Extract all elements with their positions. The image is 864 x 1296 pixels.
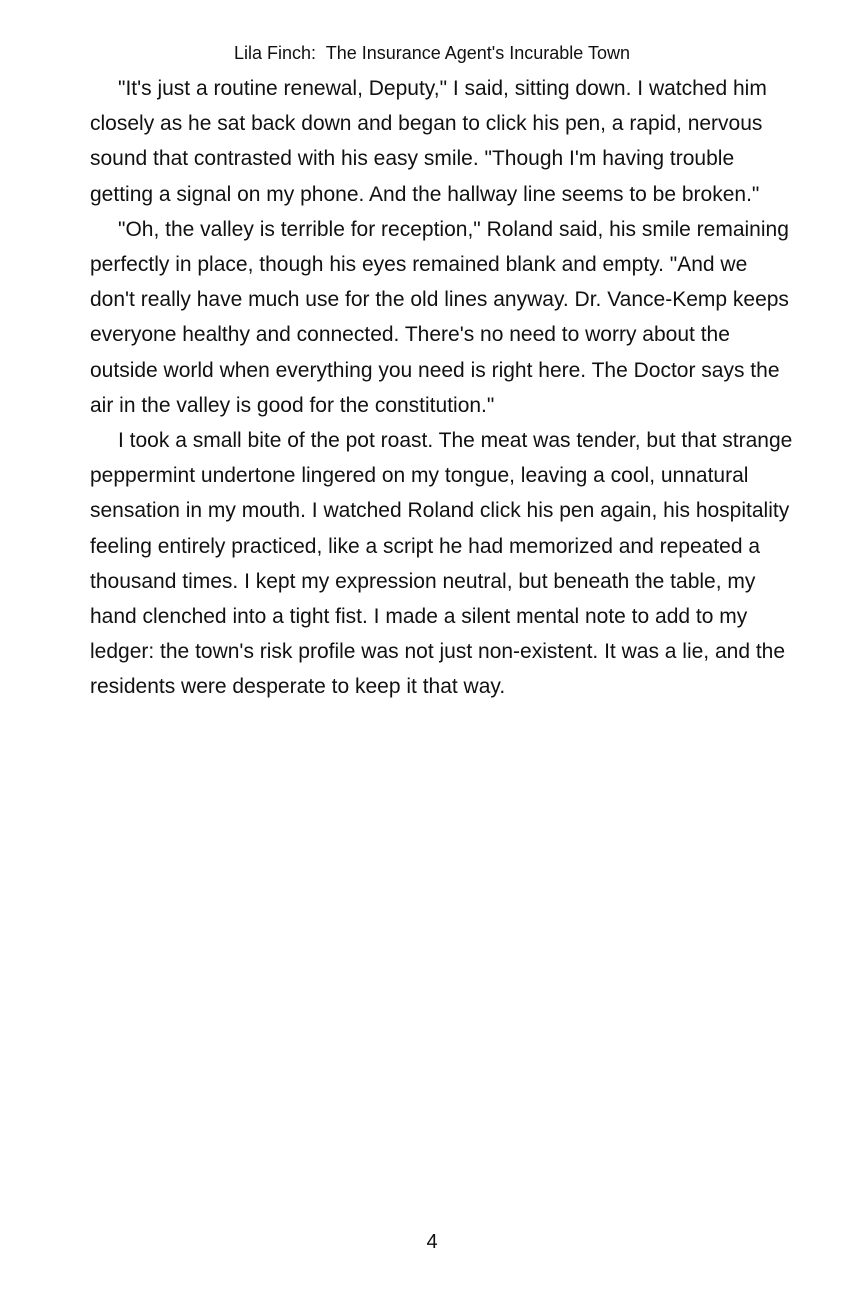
paragraph: I took a small bite of the pot roast. The meat was tender, but that strange peppermint undertone lingered on my tongue, leaving a cool, unnatural sensation in my mouth. I watched Roland click his pen again, his hospitality feeling entirely practiced, like a script he had memorized and repeated a thousand times. I kept my expression neutral, but beneath the table, my hand clenched into a tight fist. I made a silent mental note to add to my ledger: the town's risk profile was not just non-existent. It was a lie, and the residents were desperate to keep it that way. — [90, 429, 793, 699]
page-number: 4 — [426, 1231, 438, 1253]
paragraph: "It's just a routine renewal, Deputy," I said, sitting down. I watched him closely as he sat back down and began to click his pen, a rapid, nervous sound that contrasted with his easy smile. "Though I'm having trouble getting a signal on my phone. And the hallway line seems to be broken." — [90, 77, 767, 206]
running-header: Lila Finch: The Insurance Agent's Incurable Town — [233, 43, 630, 63]
body-text — [90, 71, 796, 705]
paragraph: "Oh, the valley is terrible for reception," Roland said, his smile remaining perfectly in place, though his eyes remained blank and empty. "And we don't really have much use for the old lines anyway. Dr. Vance-Kemp keeps everyone healthy and connected. There's no need to worry about the outside world when everything you need is right here. The Doctor says the air in the valley is good for the constitution." — [90, 217, 789, 417]
